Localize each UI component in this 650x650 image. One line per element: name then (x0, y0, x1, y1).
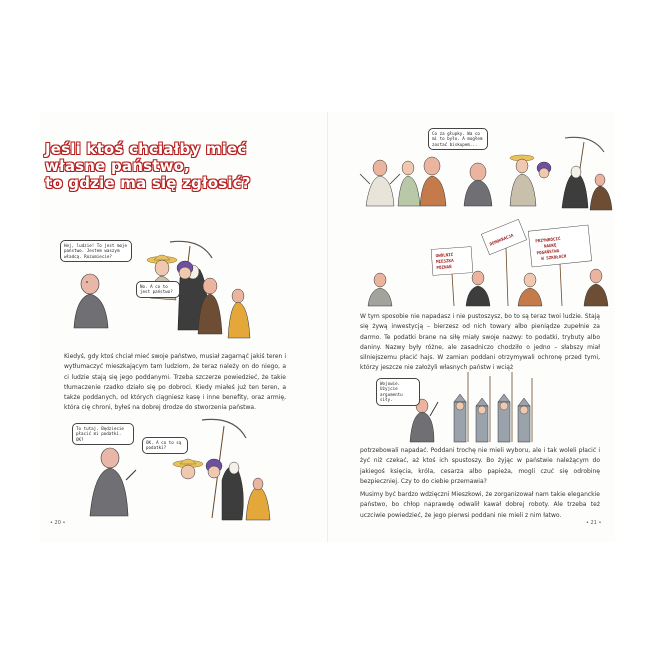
book-gutter (327, 112, 328, 542)
speech-bubble: Co za głupky. Wa co mi to było. A mogłem zostać biskupem... (428, 128, 488, 150)
body-paragraph: Musimy być bardzo wdzięczni Mieszkowi, że zorganizował nam takie eleganckie państwo, bo chłop naprawdę odwalił kawał dobrej roboty. Ale trzeba też uczciwie powiedzieć, że jego pierwsi poddani nie mieli z nim łatwo. (360, 491, 600, 519)
speech-bubble: Wojowie. Użyjcie argumentu siły. (376, 378, 420, 406)
body-paragraph: Kiedyś, gdy ktoś chciał mieć swoje państwo, musiał zagarnąć jakiś teren i wytłumaczyć mieszkającym tam ludziom, że teraz należy on do niego, a ci ludzie stają się jego poddanymi. Trzeba szczerze powiedzieć, że takie tłumaczenie rzadko działo się po dobroci. Kiedy miałeś już ten teren, a także poddanych, od których ciągniesz kasę i inne benefity, oraz armię, która cię chroni, byłeś na dobrej drodze do stworzenia państwa. (64, 353, 286, 412)
illustration-crowd (360, 128, 615, 308)
title-line: to gdzie ma się zgłosić? (45, 174, 251, 192)
protest-sign: UWOLNIĆMIESZKAPOZNAŃ (435, 251, 454, 271)
speech-bubble: Hej, ludzie! To jest moje państwo. Jestem waszym władcą. Rozumiecie? (60, 240, 132, 262)
page-number: • 20 • (50, 520, 66, 526)
speech-bubble: No. A co to jest państwo? (136, 281, 180, 298)
protest-sign: PRZYWRÓCIĆNAUKĘPOGAŃSTWAW SZKOŁACH (535, 235, 567, 262)
title-line: własne państwo, (45, 157, 191, 175)
body-paragraph: W tym sposobie nie napadasz i nie pustoszysz, bo to są teraz twoi ludzie. Stają się żywą inwestycją – bierzesz od nich towary albo pieniądze zupełnie za darmo. Te podatki brane na siłę miały swoje nazwy: to podatki, trybuty albo daniny. Nazwy były różne, ale zasadniczo chodziło o jedno – słabszy miał silniejszemu płacić hajs. W zamian poddani otrzymywali ochronę przed tymi, którzy jeszcze nie założyli własnych państw i wciąż (360, 313, 600, 372)
chapter-title (45, 141, 305, 192)
body-paragraph: potrzebowali napadać. Poddani trochę nie mieli wyboru, ale i tak woleli płacić i żyć niż czekać, aż ktoś ich spustoszy. Bo żyjąc w państwie należącym do jakiegoś księcia, króla, cesarza albo papieża, mogli czuć się odrobinę bezpieczniej. Czy to do ciebie przemawia? (360, 447, 600, 485)
protest-sign: DEMOKRACJA (488, 232, 515, 247)
page-number: • 21 • (586, 520, 602, 526)
speech-bubble: OK. A co to są podatki? (142, 437, 188, 454)
speech-bubble: To tutaj. Będziecie płacić mi podatki. OK? (72, 423, 134, 445)
title-line: Jeśli ktoś chciałby mieć (45, 140, 247, 158)
